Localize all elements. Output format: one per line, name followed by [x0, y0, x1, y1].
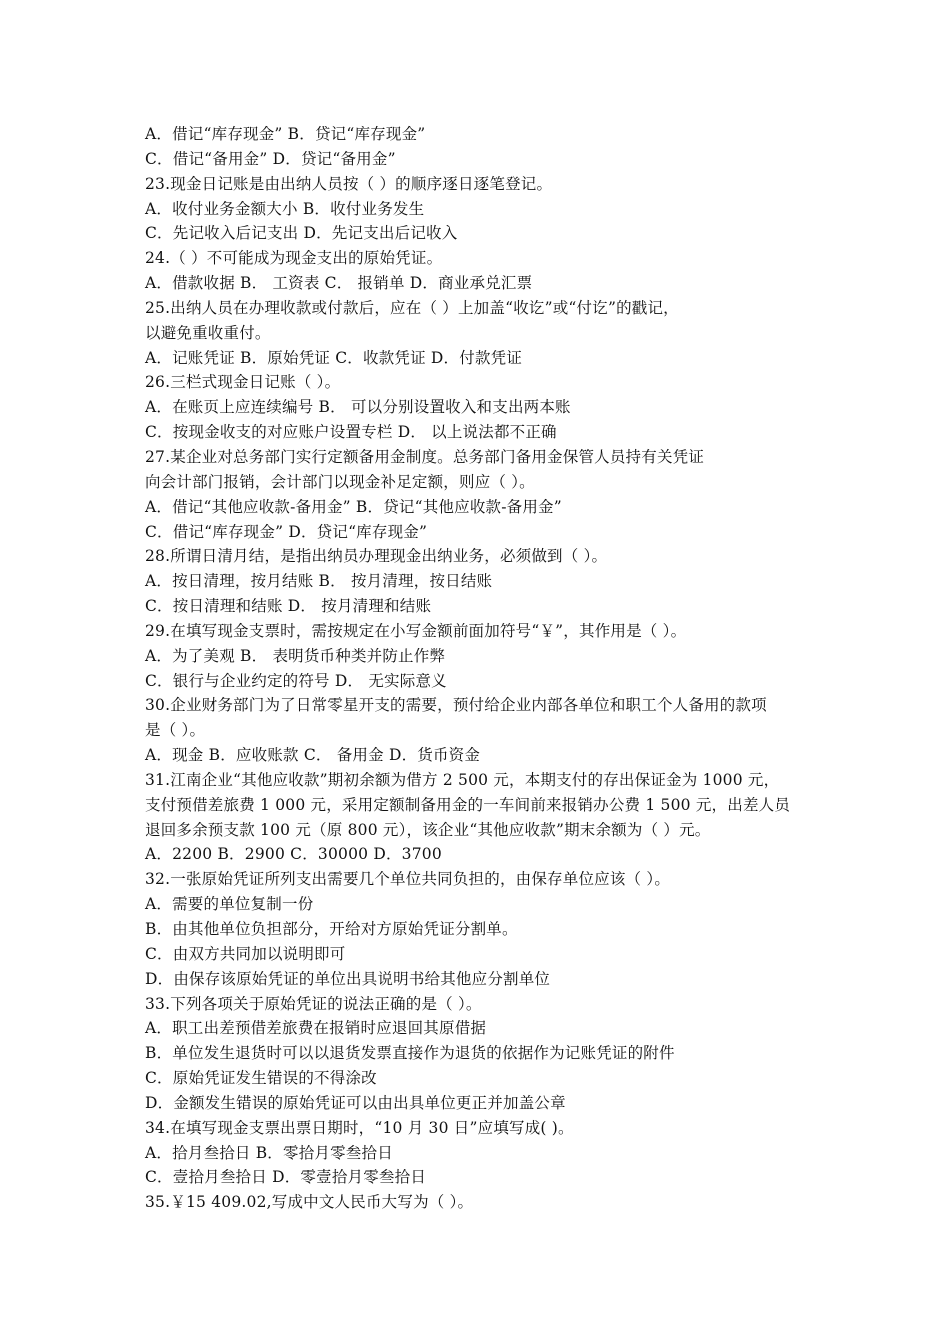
text-line: 退回多余预支款 100 元（原 800 元），该企业“其他应收款”期末余额为（ ）元。: [145, 820, 711, 839]
text-line: A．2200 B．2900 C．30000 D．3700: [145, 845, 442, 864]
text-line: A．借记“其他应收款-备用金” B．贷记“其他应收款-备用金”: [145, 497, 562, 516]
text-line: B．由其他单位负担部分，开给对方原始凭证分割单。: [145, 920, 518, 938]
text-line: C．银行与企业约定的符号 D． 无实际意义: [145, 671, 447, 690]
text-line: A．收付业务金额大小 B．收付业务发生: [145, 199, 425, 218]
text-line: 以避免重收重付。: [145, 323, 271, 342]
text-line: A．职工出差预借差旅费在报销时应退回其原借据: [145, 1019, 487, 1038]
text-line: C．借记“备用金” D．贷记“备用金”: [145, 149, 396, 168]
document-text: [145, 122, 825, 1215]
text-line: A．借记“库存现金” B．贷记“库存现金”: [145, 125, 426, 143]
text-line: B．单位发生退货时可以以退货发票直接作为退货的依据作为记账凭证的附件: [145, 1044, 675, 1063]
text-line: A．现金 B．应收账款 C． 备用金 D．货币资金: [145, 746, 481, 765]
text-line: A．需要的单位复制一份: [145, 895, 314, 914]
question-34: 34.在填写现金支票出票日期时，“10 月 30 日”应填写成( )。: [145, 1118, 574, 1137]
question-30: 30.企业财务部门为了日常零星开支的需要，预付给企业内部各单位和职工个人备用的款项: [145, 696, 767, 715]
question-27: 27.某企业对总务部门实行定额备用金制度。总务部门备用金保管人员持有关凭证: [145, 447, 705, 466]
text-line: A．按日清理，按月结账 B． 按月清理，按日结账: [145, 572, 493, 591]
text-line: A．记账凭证 B．原始凭证 C．收款凭证 D．付款凭证: [145, 348, 523, 367]
text-line: 支付预借差旅费 1 000 元，采用定额制备用金的一车间前来报销办公费 1 500 元，出差人员: [145, 795, 791, 814]
text-line: C．按日清理和结账 D． 按月清理和结账: [145, 597, 432, 616]
text-line: C．由双方共同加以说明即可: [145, 944, 346, 963]
text-line: C．按现金收支的对应账户设置专栏 D． 以上说法都不正确: [145, 423, 557, 442]
text-line: C．原始凭证发生错误的不得涂改: [145, 1069, 377, 1088]
question-23: 23.现金日记账是由出纳人员按（ ）的顺序逐日逐笔登记。: [145, 174, 553, 193]
text-line: D．金额发生错误的原始凭证可以由出具单位更正并加盖公章: [145, 1093, 566, 1112]
text-line: C．借记“库存现金” D．贷记“库存现金”: [145, 522, 428, 541]
question-28: 28.所谓日清月结，是指出纳员办理现金出纳业务，必须做到（ ）。: [145, 547, 608, 566]
text-line: D．由保存该原始凭证的单位出具说明书给其他应分割单位: [145, 969, 551, 988]
text-line: A．借款收据 B． 工资表 C． 报销单 D．商业承兑汇票: [145, 274, 533, 293]
text-line: 是（ ）。: [145, 721, 206, 740]
text-line: 向会计部门报销，会计部门以现金补足定额，则应（ ）。: [145, 472, 535, 491]
text-line: C．先记收入后记支出 D．先记支出后记收入: [145, 224, 458, 243]
question-24: 24.（ ）不可能成为现金支出的原始凭证。: [145, 249, 443, 268]
question-31: 31.江南企业“其他应收款”期初余额为借方 2 500 元，本期支付的存出保证金为 1000 元，: [145, 770, 780, 789]
question-35: 35.￥15 409.02,写成中文人民币大写为（ ）。: [145, 1193, 474, 1212]
question-32: 32.一张原始凭证所列支出需要几个单位共同负担的，由保存单位应该（ ）。: [145, 870, 671, 889]
question-33: 33.下列各项关于原始凭证的说法正确的是（ ）。: [145, 994, 482, 1013]
text-line: A．拾月叁拾日 B．零拾月零叁拾日: [145, 1143, 393, 1162]
text-line: C．壹拾月叁拾日 D．零壹拾月零叁拾日: [145, 1168, 427, 1187]
question-26: 26.三栏式现金日记账（ ）。: [145, 373, 341, 392]
text-line: A．为了美观 B． 表明货币种类并防止作弊: [145, 646, 446, 665]
question-25: 25.出纳人员在办理收款或付款后，应在（ ）上加盖“收讫”或“付讫”的戳记，: [145, 298, 679, 317]
question-29: 29.在填写现金支票时，需按规定在小写金额前面加符号“￥”，其作用是（ ）。: [145, 621, 687, 640]
text-line: A．在账页上应连续编号 B． 可以分别设置收入和支出两本账: [145, 398, 571, 417]
